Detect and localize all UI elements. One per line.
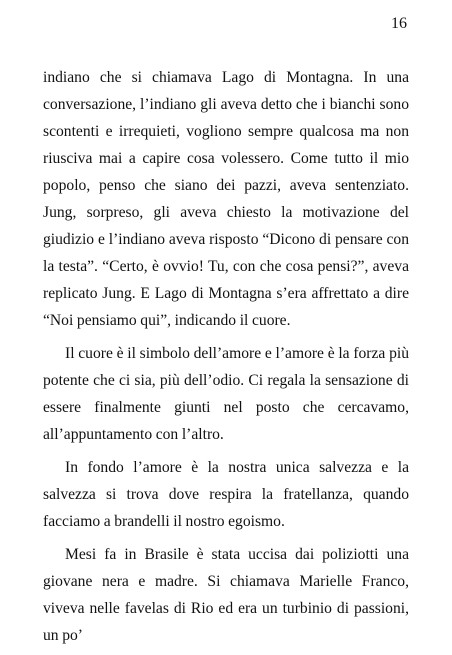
paragraph-continued: indiano che si chiamava Lago di Montagna. In una conversazione, l’indiano gli aveva detto che i bianchi sono scontenti e irrequieti, vogliono sempre qualcosa ma non riusciva mai a capire cosa volessero. Come tutto il mio popolo, penso che siano dei pazzi, aveva sentenziato. Jung, sorpreso, gli aveva chiesto la motivazione del giudizio e l’indiano aveva risposto “Dicono di pensare con la testa”. “Certo, è ovvio! Tu, con che cosa pensi?”, aveva replicato Jung. E Lago di Montagna s’era affrettato a dire “Noi pensiamo qui”, indicando il cuore. xyxy=(43,69,409,329)
paragraph-marielle-franco: Mesi fa in Brasile è stata uccisa dai poliziotti una giovane nera e madre. Si chiamava Marielle Franco, viveva nelle favelas di Rio ed era un turbinio di passioni, un po’ xyxy=(43,546,409,644)
paragraph-heart-symbol: Il cuore è il simbolo dell’amore e l’amore è la forza più potente che ci sia, più dell’odio. Ci regala la sensazione di essere finalmente giunti nel posto che cercavamo, all’appuntamento con l’altro. xyxy=(43,345,409,443)
paragraph-love-salvation: In fondo l’amore è la nostra unica salvezza e la salvezza si trova dove respira la fratellanza, quando facciamo a brandelli il nostro egoismo. xyxy=(43,459,409,530)
page-number: 16 xyxy=(391,15,407,32)
body-text xyxy=(43,64,409,655)
